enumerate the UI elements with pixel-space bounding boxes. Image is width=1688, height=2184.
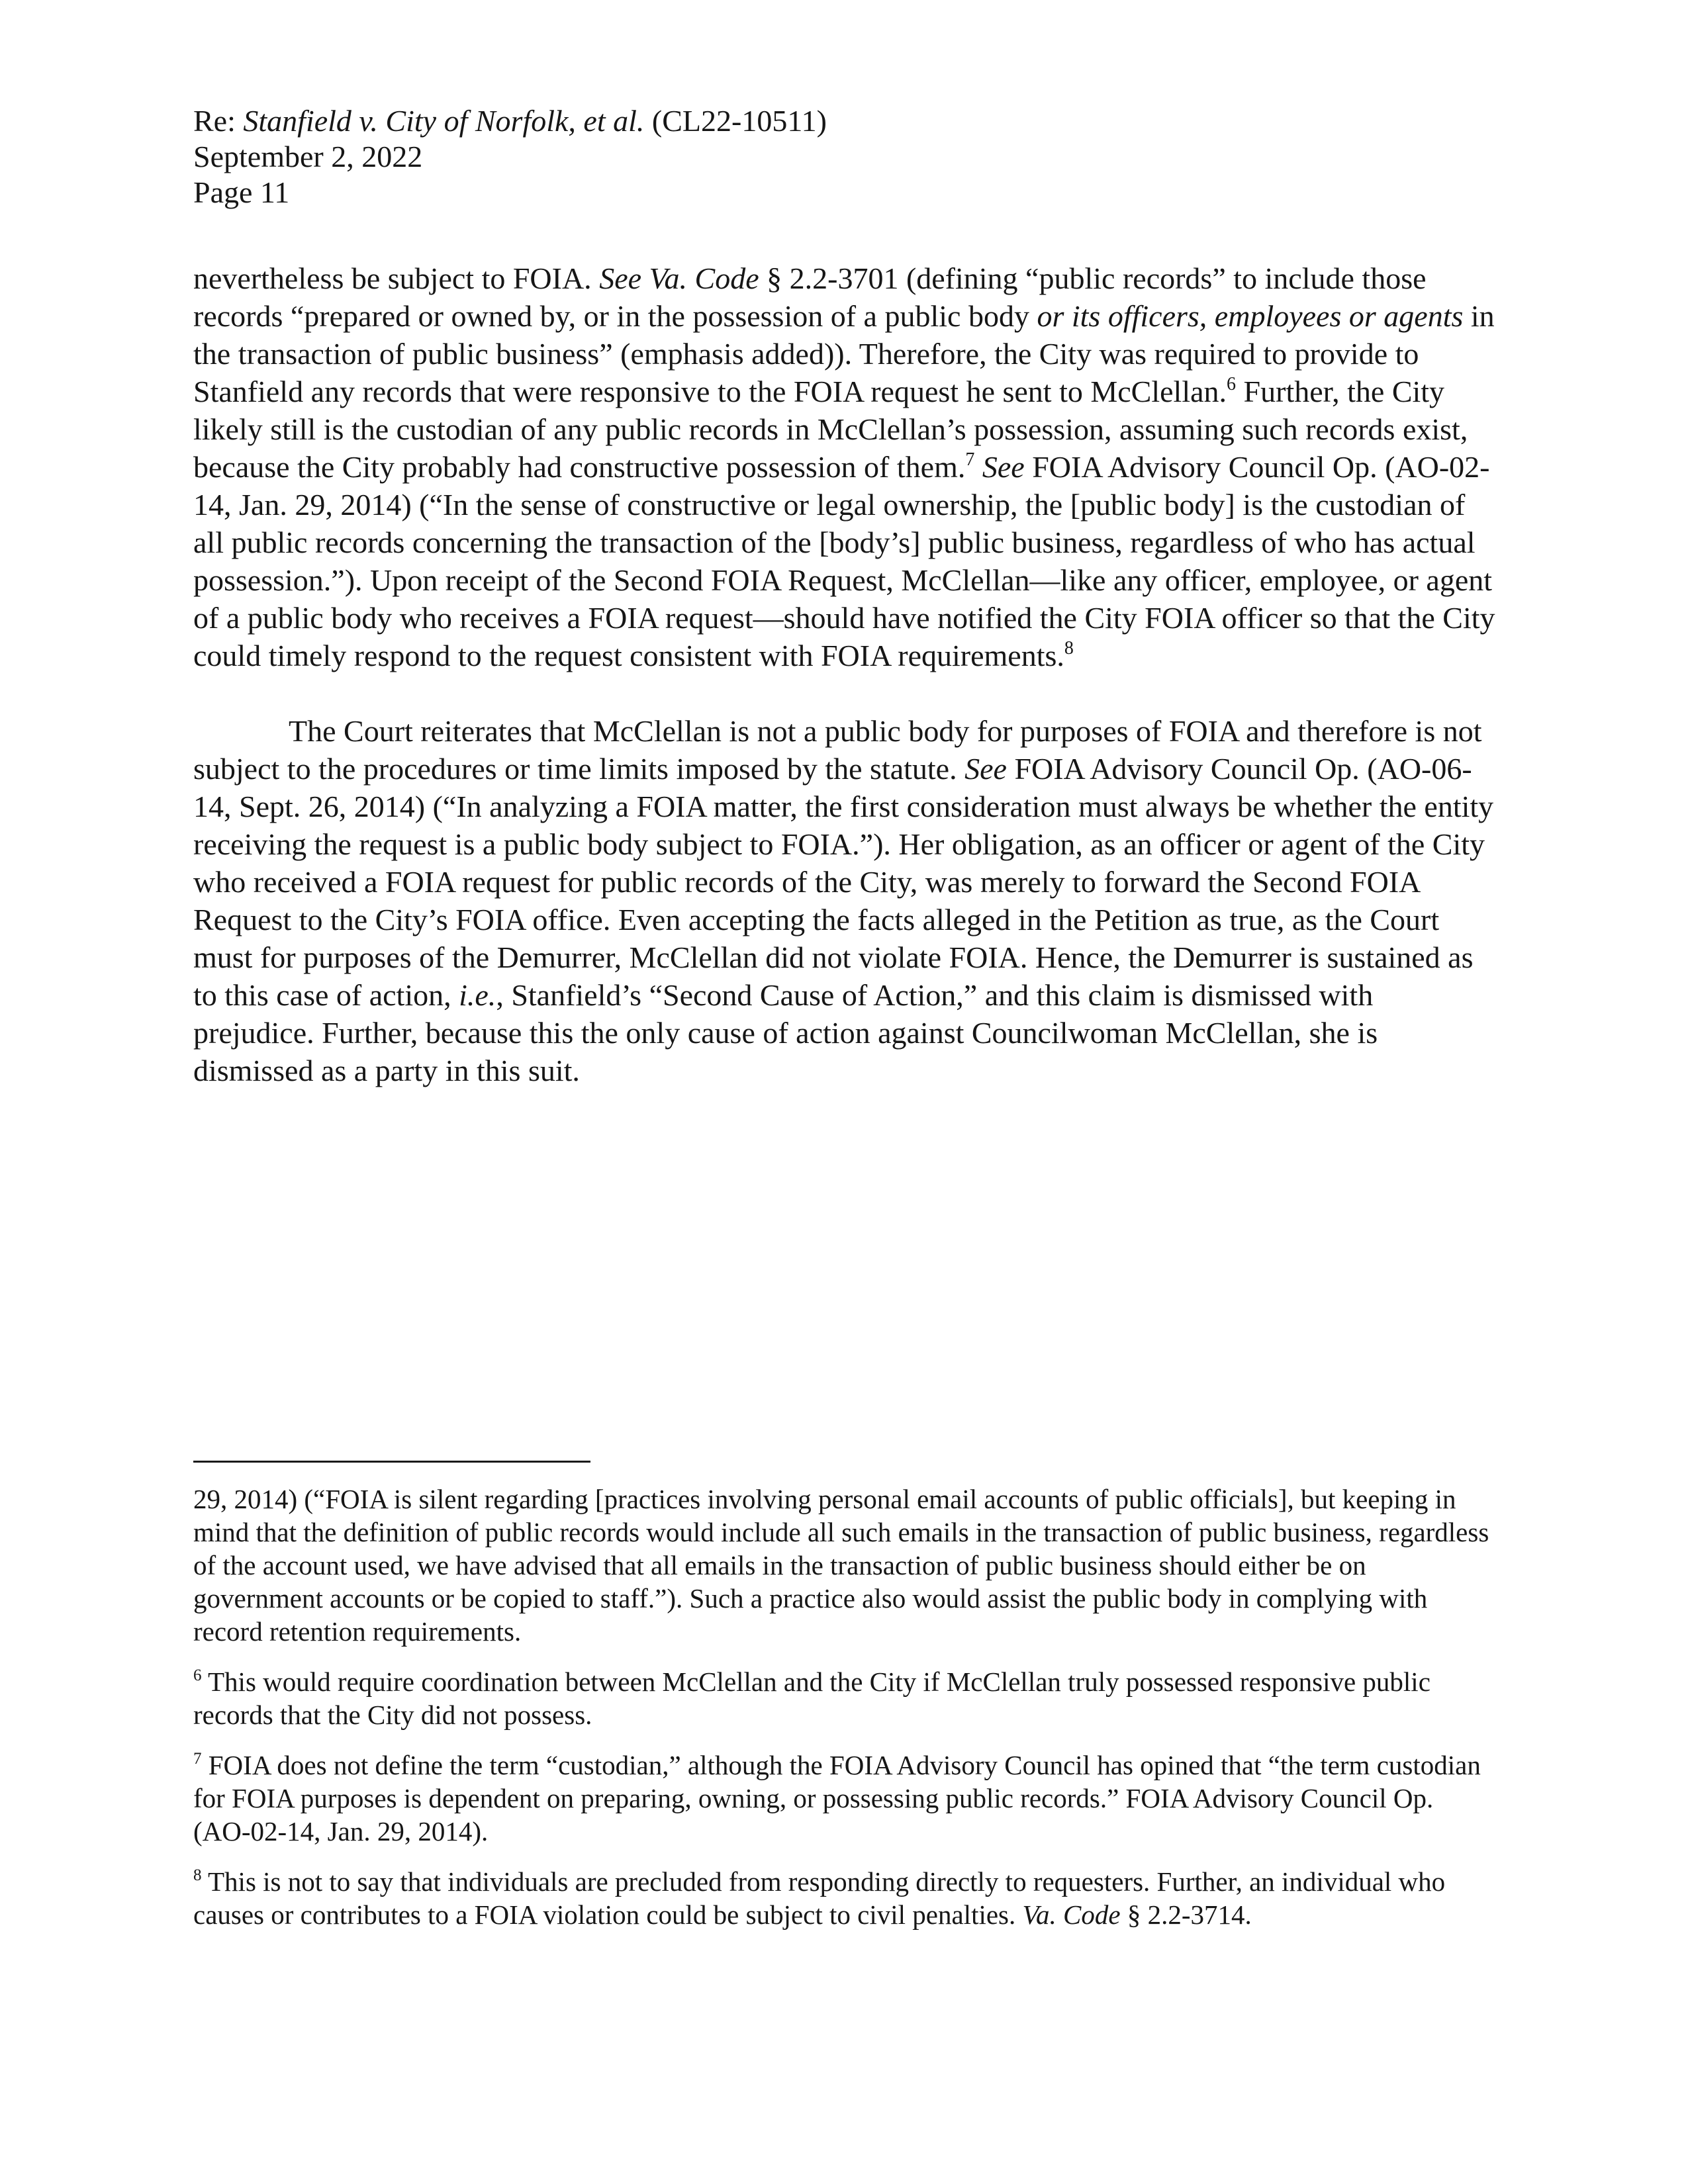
footnote-divider xyxy=(193,1461,590,1463)
citation-see-va-code: See Va. Code xyxy=(599,261,759,295)
footnote-7: $^7$ FOIA does not define the term “custodian,” although the FOIA Advisory Council has opined that “the term custodian for FOIA purposes is dependent on preparing, owning, or possessing public records.” FOIA Advisory Council Op. (AO-02-14, Jan. 29, 2014). xyxy=(193,1750,1481,1846)
footnote-ref-6: 6 xyxy=(1227,374,1237,394)
footnote-8: $^8$ This is not to say that individuals are precluded from responding directly to requesters. Further, an individual who causes or contributes to a FOIA violation could be subject to civil penalties. Va. Code § 2.2-3714. xyxy=(193,1866,1446,1930)
re-line xyxy=(193,103,827,139)
case-name: Stanfield v. City of Norfolk, et al. xyxy=(243,104,645,138)
re-prefix: Re: xyxy=(193,104,244,138)
letter-header xyxy=(193,103,827,210)
letter-date: September 2, 2022 xyxy=(193,140,423,173)
citation-va-code: Va. Code xyxy=(1022,1899,1121,1930)
citation-see: See xyxy=(964,752,1007,786)
citation-see: See xyxy=(982,450,1025,484)
footnote-6: $^6$ This would require coordination between McClellan and the City if McClellan truly possessed responsive public records that the City did not possess. xyxy=(193,1666,1430,1730)
abbr-ie: i.e. xyxy=(459,978,496,1012)
paragraph-2: The Court reiterates that McClellan is not a public body for purposes of FOIA and therefore is not subject to the procedures or time limits imposed by the statute. See FOIA Advisory Council Op. (AO-06-14, Sept. 26, 2014) (“In analyzing a FOIA matter, the first consideration must always be whether the entity receiving the request is a public body subject to FOIA.”). Her obligation, as an officer or agent of the City who received a FOIA request for public records of the City, was merely to forward the Second FOIA Request to the City’s FOIA office. Even accepting the facts alleged in the Petition as true, as the Court must for purposes of the Demurrer, McClellan did not violate FOIA. Hence, the Demurrer is sustained as to this case of action, i.e., Stanfield’s “Second Cause of Action,” and this claim is dismissed with prejudice. Further, because this the only cause of action against Councilwoman McClellan, she is dismissed as a party in this suit. xyxy=(193,714,1494,1087)
paragraph-1: nevertheless be subject to FOIA. See Va. Code § 2.2-3701 (defining “public records” to include those records “prepared or owned by, or in the possession of a public body or its officers, employees or agents in the transaction of public business” (emphasis added)). Therefore, the City was required to provide to Stanfield any records that were responsive to the FOIA request he sent to McClellan.$^6$ Further, the City likely still is the custodian of any public records in McClellan’s possession, assuming such records exist, because the City probably had constructive possession of them.$^7$ See FOIA Advisory Council Op. (AO-02-14, Jan. 29, 2014) (“In the sense of constructive or legal ownership, the [public body] is the custodian of all public records concerning the transaction of the [body’s] public business, regardless of who has actual possession.”). Upon receipt of the Second FOIA Request, McClellan—like any officer, employee, or agent of a public body who receives a FOIA request—should have notified the City FOIA officer so that the City could timely respond to the request consistent with FOIA requirements.$^8$ xyxy=(193,261,1495,672)
footnotes xyxy=(193,1482,1496,1948)
case-number: (CL22-10511) xyxy=(644,104,827,138)
page-number: Page 11 xyxy=(193,175,290,209)
body-text xyxy=(193,259,1496,1089)
footnote-continuation: 29, 2014) (“FOIA is silent regarding [practices involving personal email accounts of public officials], but keeping in mind that the definition of public records would include all such emails in the transaction of public business, regardless of the account used, we have advised that all emails in the transaction of public business should either be on government accounts or be copied to staff.”). Such a practice also would assist the public body in complying with record retention requirements. xyxy=(193,1484,1489,1647)
footnote-ref-8: 8 xyxy=(1064,638,1074,659)
footnote-ref-7: 7 xyxy=(965,449,975,470)
emphasis-text: or its officers, employees or agents xyxy=(1037,299,1464,333)
